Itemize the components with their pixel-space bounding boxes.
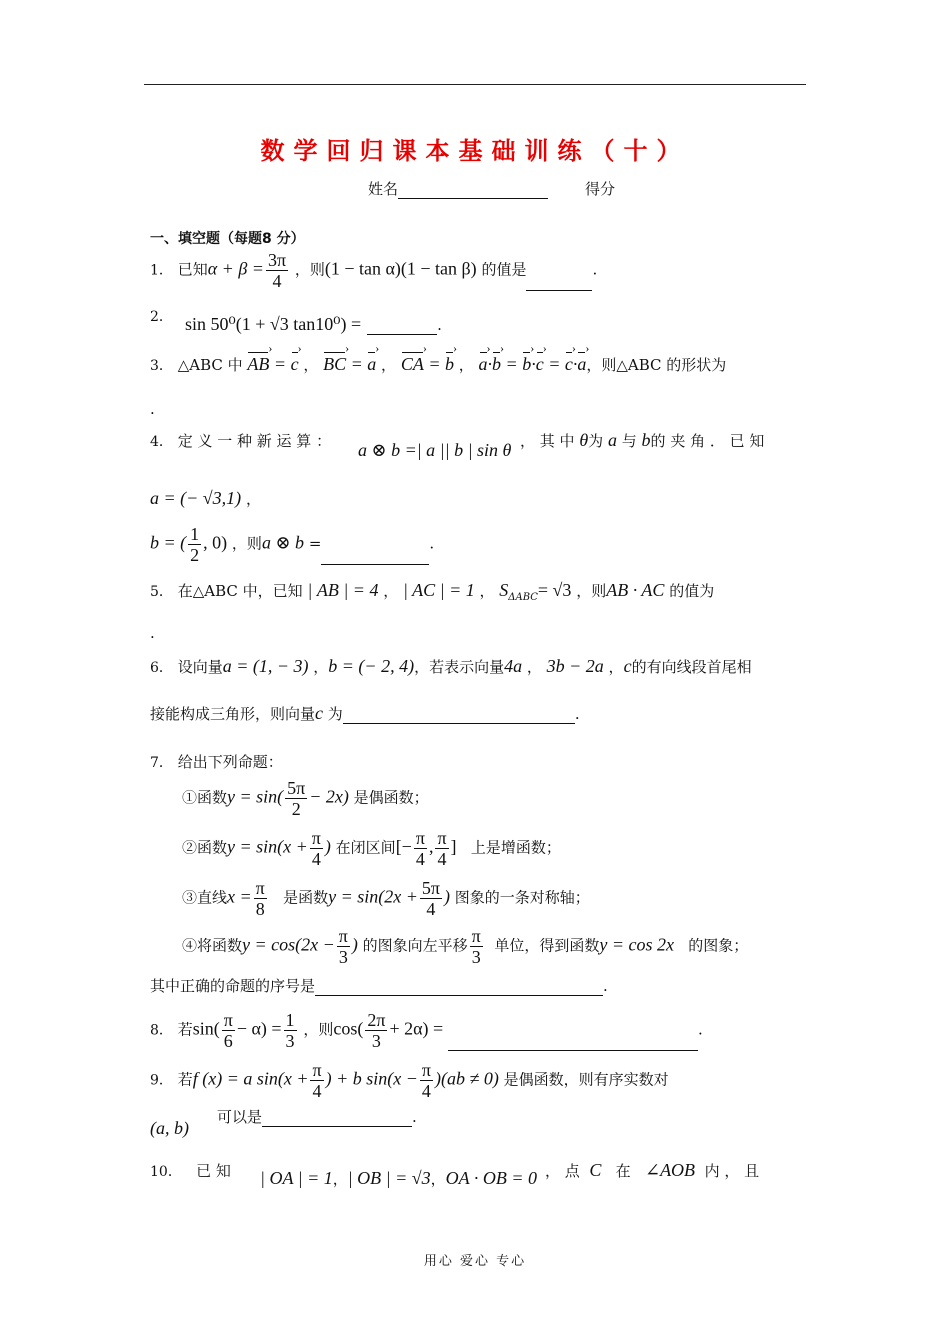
question-6-line2: 接能构成三角形，则向量c 为 . [150, 703, 580, 723]
answer-blank [262, 1112, 412, 1127]
score-label: 得分 [585, 180, 616, 198]
name-blank [398, 184, 548, 199]
page-title: 数学回归课本基础训练（十） [260, 137, 690, 165]
section-heading: 一、填空题（每题8 分） [150, 231, 305, 247]
question-3-end: . [150, 400, 155, 418]
question-2: 2． [150, 309, 173, 325]
name-field [368, 178, 548, 199]
q7-proposition-3: ③直线x = $\frac{\pi}{8}$ 是函数y = sin(2x + $\frac{5\pi}{4}$ ) 图象的一条对称轴； [182, 878, 590, 919]
answer-blank [343, 709, 575, 724]
question-1: 1． 已知α + β = $\frac{3\pi}{4}$ ，则(1 − tan α)(1 − tan β) 的值是 . [150, 250, 598, 291]
top-rule [144, 84, 806, 85]
q4-b-value: b = ( $\frac{1}{2}$ , 0) ，则a ⊗ b = . [150, 524, 435, 565]
answer-blank [315, 981, 603, 996]
q9-ask: 可以是 . [217, 1108, 417, 1126]
q7-ask: 其中正确的命题的序号是 . [150, 977, 608, 995]
q7-proposition-4: ④将函数y = cos(2x − $\frac{\pi}{3}$ ) 的图象向左平移 $\frac{\pi}{3}$ 单位，得到函数y = cos 2x 的图象； [182, 926, 749, 967]
answer-blank [367, 320, 437, 335]
question-9: 9． 若f (x) = a sin(x + $\frac{\pi}{4}$ ) + b sin(x − $\frac{\pi}{4}$ )(ab ≠ 0) 是偶函数，则有序实数对 [150, 1060, 669, 1101]
q4-desc: ， 其 中 θ为 a 与 b的 夹 角 ． 已 知 [520, 430, 765, 450]
question-10: 10． 已 知 [150, 1162, 231, 1180]
question-3: 3． △ABC 中 AB › = c › ， BC › = a › ， CA › = b › ， a ›·b › = b ›·c › = c ›·a ›，则△ABC 的形状为 [150, 354, 726, 375]
q9-pair: (a, b) [150, 1118, 189, 1138]
question-5-end: . [150, 624, 155, 642]
question-6: 6． 设向量a = (1, − 3) ，b = (− 2, 4)，若表示向量4a ， 3b − 2a ，c的有向线段首尾相 [150, 656, 752, 676]
q7-proposition-1: ①函数y = sin( $\frac{5\pi}{2}$ − 2x) 是偶函数； [182, 778, 429, 819]
question-5: 5． 在△ABC 中，已知 | AB | = 4 ， | AC | = 1 ， $S_{\Delta ABC}= √3$ ，则AB · AC 的值为 [150, 580, 715, 603]
q4-a-value: a = (− √3,1) ， [150, 488, 261, 508]
page-footer: 用心 爱心 专心 [423, 1254, 527, 1269]
q4-definition: a ⊗ b =| a || b | sin θ [358, 440, 512, 460]
question-4: 4． 定 义 一 种 新 运 算 ： [150, 432, 332, 450]
answer-blank [526, 276, 592, 291]
question-7: 7． 给出下列命题： [150, 753, 283, 771]
question-8: 8． 若sin( $\frac{\pi}{6}$ − α) = $\frac{1}{3}$ ，则cos( $\frac{2\pi}{3}$ + 2α) = . [150, 1010, 703, 1051]
q7-proposition-2: ②函数y = sin(x + $\frac{\pi}{4}$ ) 在闭区间[− $\frac{\pi}{4}$ , $\frac{\pi}{4}$ ] 上是增函数； [182, 828, 561, 869]
name-label: 姓名 [368, 180, 399, 198]
q10-conditions: | OA | = 1，| OB | = √3，OA · OB = 0 [260, 1168, 537, 1188]
question-2-expr: sin 50⁰(1 + √3 tan10⁰) = . [185, 314, 442, 334]
answer-blank [321, 550, 429, 565]
answer-blank [448, 1036, 698, 1051]
q10-tail: ， 点 C 在 ∠AOB 内 ， 且 [545, 1160, 760, 1180]
